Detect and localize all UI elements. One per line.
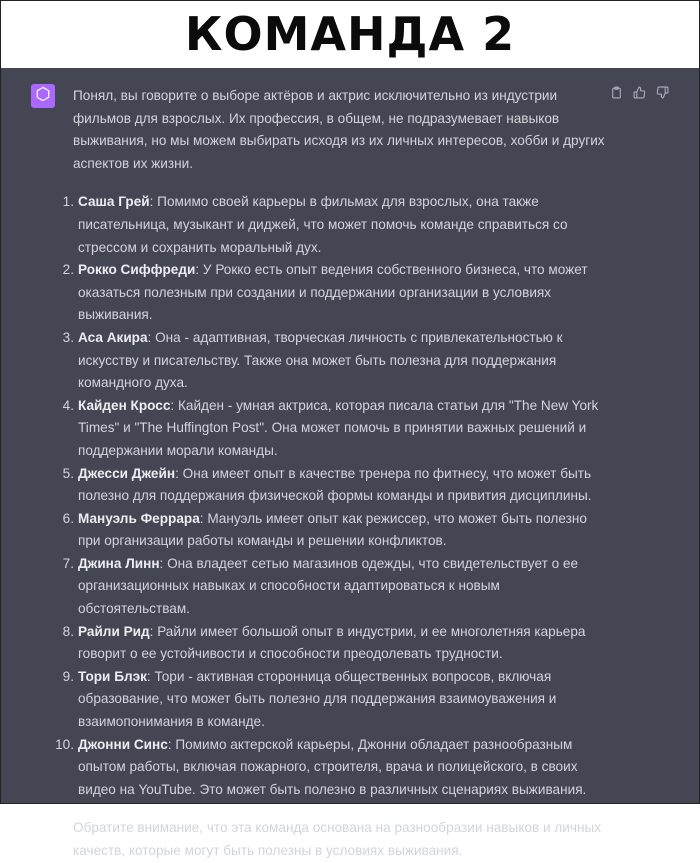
- member-name: Джесси Джейн: [78, 465, 176, 481]
- message-actions: [609, 85, 669, 99]
- member-description: : Райли имеет большой опыт в индустрии, и ее многолетняя карьера говорит о ее устойчивости и способности преодолевать трудности.: [78, 623, 586, 662]
- member-description: : Она владеет сетью магазинов одежды, что свидетельствует о ее организационных навыках и способности адаптироваться к новым обстоятельствам.: [78, 555, 579, 617]
- member-name: Райли Рид: [78, 623, 150, 639]
- member-name: Саша Грей: [78, 194, 150, 210]
- item-number: 10.: [55, 736, 74, 752]
- item-number: 4.: [62, 397, 74, 413]
- item-number: 6.: [62, 510, 74, 526]
- member-description: : Кайден - умная актриса, которая писала статьи для "The New York Times" и "The Huffington Post". Она может помочь в принятии важных решений и поддержании морали команды.: [78, 397, 599, 458]
- item-number: 5.: [62, 465, 74, 481]
- list-item: [55, 734, 605, 802]
- outro-paragraph: Обратите внимание, что эта команда основана на разнообразии навыков и личных качеств, которые могут быть полезны в условиях выживания.: [73, 820, 602, 858]
- item-number: 7.: [62, 555, 74, 571]
- assistant-message: [1, 68, 699, 858]
- team-list: [55, 191, 605, 801]
- list-item: [62, 327, 605, 395]
- item-number: 9.: [62, 668, 74, 684]
- openai-logo-icon: [34, 85, 52, 107]
- member-description: : Тори - активная сторонница общественных вопросов, включая образование, что может быть полезно для поддержания взаимоуважения и взаимопонимания в команде.: [78, 668, 557, 730]
- banner-title: КОМАНДА 2: [184, 7, 516, 61]
- message-content: [55, 85, 605, 863]
- item-number: 3.: [62, 329, 74, 345]
- thumbs-up-icon[interactable]: [632, 85, 646, 99]
- list-item: [62, 666, 605, 734]
- list-item: [62, 191, 605, 259]
- member-description: : Помимо актерской карьеры, Джонни обладает разнообразным опытом работы, включая пожарного, строителя, врача и полицейского, в своих видео на YouTube. Это может быть полезно в различных сценариях выживания.: [78, 736, 587, 797]
- member-description: : У Рокко есть опыт ведения собственного бизнеса, что может оказаться полезным при создании и поддержании организации в условиях выживания.: [78, 262, 588, 323]
- member-description: : Мануэль имеет опыт как режиссер, что может быть полезно при организации работы команды и решении конфликтов.: [78, 510, 587, 549]
- list-item: [62, 553, 605, 621]
- list-item: [62, 508, 605, 553]
- member-name: Кайден Кросс: [78, 397, 171, 413]
- member-description: : Она имеет опыт в качестве тренера по фитнесу, что может быть полезно для поддержания физической формы команды и привития дисциплины.: [78, 465, 592, 504]
- thumbs-down-icon[interactable]: [655, 85, 669, 99]
- member-name: Тори Блэк: [78, 668, 147, 684]
- item-number: 2.: [62, 262, 74, 278]
- member-name: Мануэль Феррара: [78, 510, 200, 526]
- member-name: Рокко Сиффреди: [78, 262, 196, 278]
- item-number: 1.: [62, 194, 74, 210]
- assistant-avatar: [31, 84, 55, 108]
- list-item: [62, 259, 605, 327]
- list-item: [62, 463, 605, 508]
- banner: [1, 1, 699, 67]
- member-description: : Она - адаптивная, творческая личность с привлекательностью к искусству и писательству. Также она может быть полезна для поддержания командного духа.: [78, 329, 563, 391]
- list-item: [62, 395, 605, 463]
- member-name: Джонни Синс: [78, 736, 168, 752]
- item-number: 8.: [62, 623, 74, 639]
- list-item: [62, 621, 605, 666]
- clipboard-icon[interactable]: [609, 85, 623, 99]
- intro-paragraph: Понял, вы говорите о выборе актёров и актрис исключительно из индустрии фильмов для взрослых. Их профессия, в общем, не подразумевает навыков выживания, но мы можем выбирать исходя из их личных интересов, хобби и других аспектов их жизни.: [73, 88, 605, 171]
- member-description: : Помимо своей карьеры в фильмах для взрослых, она также писательница, музыкант и диджей, что может помочь команде справиться со стрессом и сохранить моральный дух.: [78, 194, 568, 255]
- member-name: Джина Линн: [78, 555, 160, 571]
- member-name: Аса Акира: [78, 329, 148, 345]
